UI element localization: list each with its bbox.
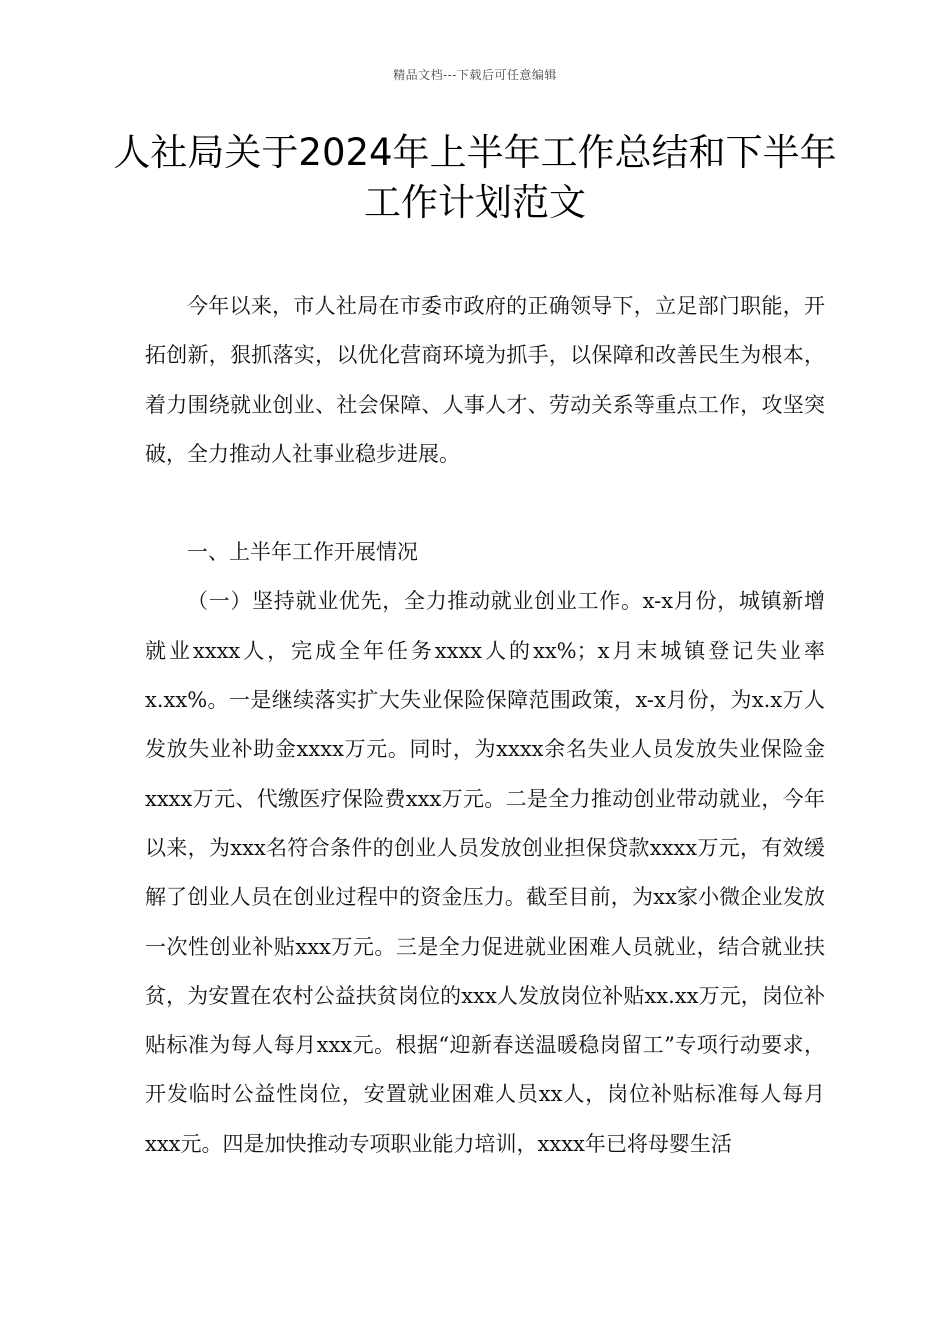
intro-paragraph: 今年以来，市人社局在市委市政府的正确领导下，立足部门职能，开拓创新，狠抓落实，以优化营商环境为抓手，以保障和改善民生为根本，着力围绕就业创业、社会保障、人事人才、劳动关系等重点工作，攻坚突破，全力推动人社事业稳步进展。 — [145, 294, 825, 466]
document-title: 人社局关于2024年上半年工作总结和下半年工作计划范文 — [113, 131, 837, 224]
page-header: 精品文档---下载后可任意编辑 — [393, 68, 557, 82]
document-body — [145, 282, 825, 1169]
section-heading: 一、上半年工作开展情况 — [187, 540, 418, 565]
section-paragraph: （一）坚持就业优先，全力推动就业创业工作。x-x月份，城镇新增就业xxxx人，完成全年任务xxxx人的xx%；x月末城镇登记失业率x.xx%。一是继续落实扩大失业保险保障范围政策，x-x月份，为x.x万人发放失业补助金xxxx万元。同时，为xxxx余名失业人员发放失业保险金xxxx万元、代缴医疗保险费xxx万元。二是全力推动创业带动就业，今年以来，为xxx名符合条件的创业人员发放创业担保贷款xxxx万元，有效缓解了创业人员在创业过程中的资金压力。截至目前，为xx家小微企业发放一次性创业补贴xxx万元。三是全力促进就业困难人员就业，结合就业扶贫，为安置在农村公益扶贫岗位的xxx人发放岗位补贴xx.xx万元，岗位补贴标准为每人每月xxx元。根据“迎新春送温暖稳岗留工”专项行动要求，开发临时公益性岗位，安置就业困难人员xx人，岗位补贴标准每人每月xxx元。四是加快推动专项职业能力培训，xxxx年已将母婴生活 — [145, 589, 825, 1156]
